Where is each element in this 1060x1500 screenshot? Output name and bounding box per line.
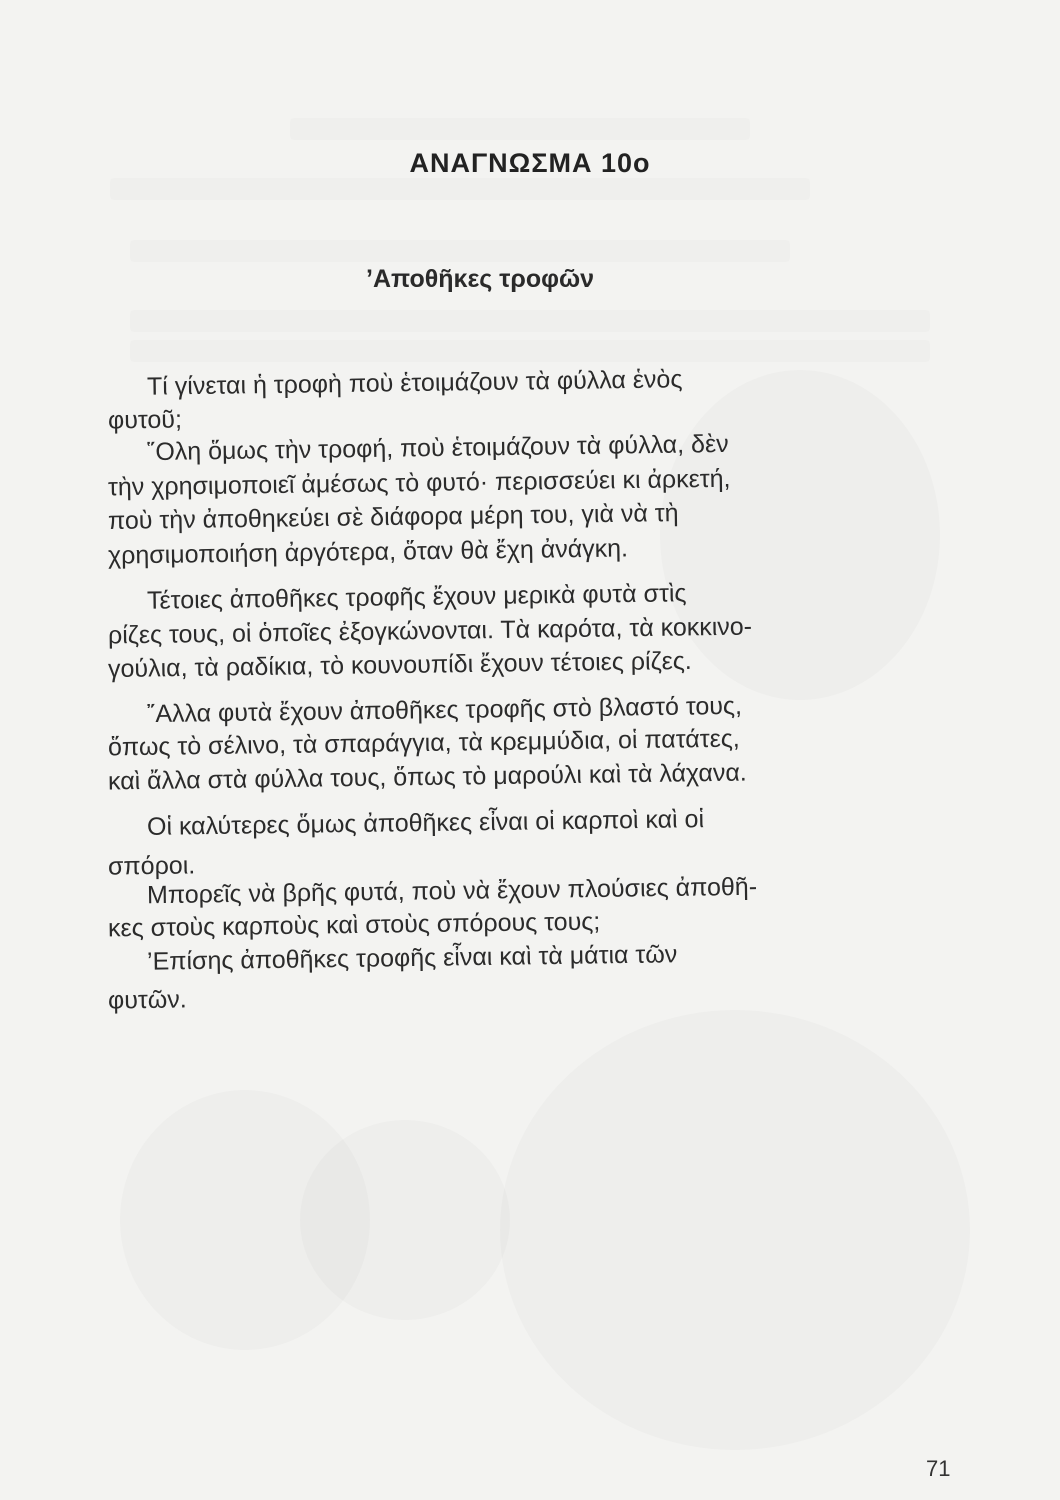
text-line: σπόροι. (107, 851, 196, 881)
text-line: φυτοῦ; (107, 405, 183, 435)
text-line: Μπορεῖς νὰ βρῆς φυτά, ποὺ νὰ ἔχουν πλούσιες ἀποθῆ- (146, 872, 758, 910)
text-line: ρίζες τους, οἱ ὁποῖες ἐξογκώνονται. Τὰ καρότα, τὰ κοκκινο- (107, 612, 753, 650)
bleed-through-shape (300, 1120, 510, 1320)
text-line: Τέτοιες ἀποθῆκες τροφῆς ἔχουν μερικὰ φυτὰ στὶς (146, 579, 687, 615)
text-line: ποὺ τὴν ἀποθηκεύει σὲ διάφορα μέρη του, γιὰ νὰ τὴ (107, 499, 679, 535)
bleed-through-text (130, 310, 930, 332)
text-line: ’Επίσης ἀποθῆκες τροφῆς εἶναι καὶ τὰ μάτια τῶν (146, 940, 678, 976)
page-title: ΑΝΑΓΝΩΣΜΑ 10ο (409, 148, 651, 178)
bleed-through-text (110, 178, 810, 200)
section-title: ’Αποθῆκες τροφῶν (366, 265, 595, 293)
text-line: χρησιμοποιήση ἀργότερα, ὅταν θὰ ἔχη ἀνάγκη. (107, 534, 629, 570)
text-line: καὶ ἄλλα στὰ φύλλα τους, ὅπως τὸ μαρούλι καὶ τὰ λάχανα. (107, 758, 747, 796)
text-line: Οἱ καλύτερες ὅμως ἀποθῆκες εἶναι οἱ καρποὶ καὶ οἱ (146, 805, 705, 841)
bleed-through-text (130, 240, 790, 262)
text-line: κες στοὺς καρποὺς καὶ στοὺς σπόρους τους; (107, 907, 601, 943)
text-line: γούλια, τὰ ραδίκια, τὸ κουνουπίδι ἔχουν τέτοιες ρίζες. (107, 646, 692, 684)
bleed-through-text (130, 340, 930, 362)
text-line: φυτῶν. (107, 985, 187, 1015)
page-number: 71 (926, 1456, 951, 1481)
text-line: ὅπως τὸ σέλινο, τὰ σπαράγγια, τὰ κρεμμύδια, οἱ πατάτες, (107, 724, 740, 762)
text-line: τὴν χρησιμοποιεῖ ἀμέσως τὸ φυτό· περισσεύει κι ἀρκετή, (107, 464, 731, 502)
text-line: ῞Ολη ὅμως τὴν τροφή, ποὺ ἑτοιμάζουν τὰ φύλλα, δὲν (146, 429, 729, 467)
bleed-through-shape (500, 1010, 970, 1450)
text-line: ῎Αλλα φυτὰ ἔχουν ἀποθῆκες τροφῆς στὸ βλαστό τους, (146, 691, 743, 729)
text-line: Τί γίνεται ἡ τροφὴ ποὺ ἑτοιμάζουν τὰ φύλλα ἑνὸς (146, 365, 683, 401)
bleed-through-text (290, 118, 750, 140)
bleed-through-shape (660, 370, 940, 700)
